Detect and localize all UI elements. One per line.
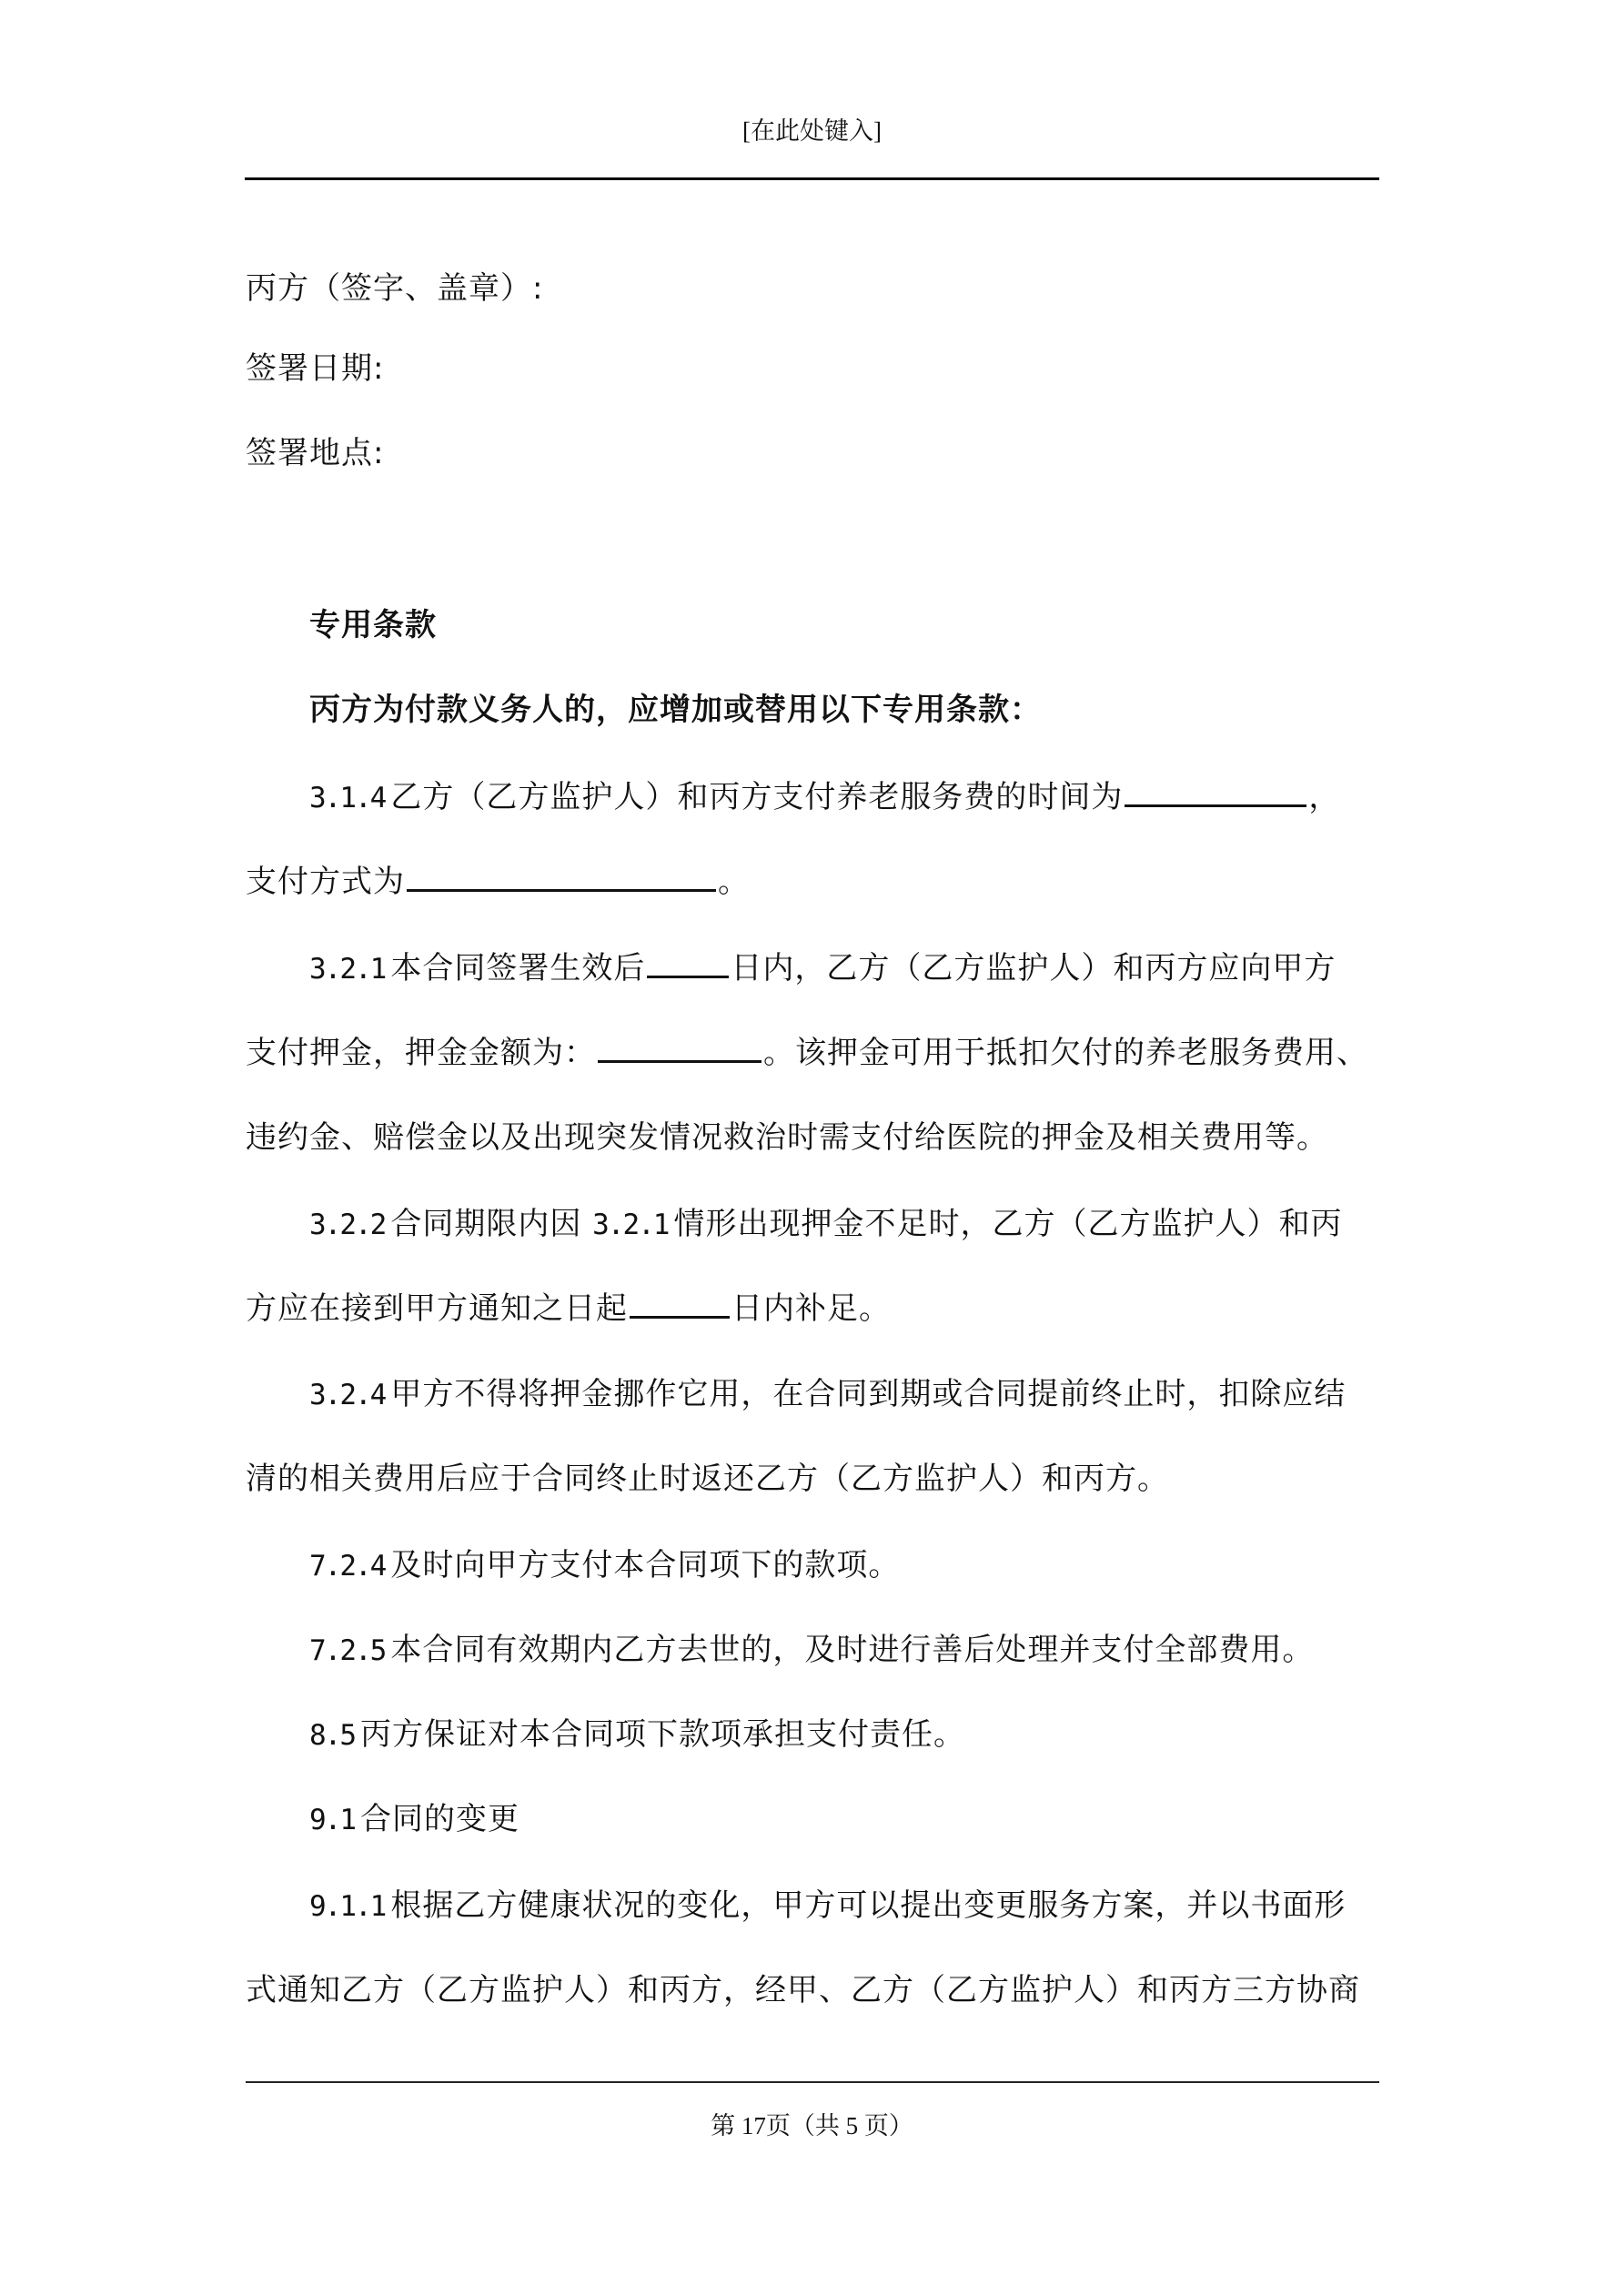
deposit-days-blank[interactable]: [647, 948, 729, 978]
clause-text: 乙方（乙方监护人）和丙方支付养老服务费的时间为: [390, 779, 1124, 815]
special-terms-title: 专用条款: [309, 607, 437, 643]
sign-place-label: 签署地点:: [246, 435, 385, 471]
special-terms-intro: 丙方为付款义务人的，应增加或替用以下专用条款：: [309, 692, 1042, 728]
clause-text: 。: [718, 864, 750, 900]
clause-7-2-4: [309, 1543, 900, 1588]
clause-number: 8.5: [309, 1719, 355, 1752]
clause-number: 7.2.4: [309, 1550, 386, 1583]
clause-3-1-4-line2: [246, 860, 750, 904]
clause-number: 3.2.2: [309, 1209, 386, 1241]
clause-3-2-4-line1: [309, 1372, 1346, 1417]
clause-9-1-1-line1: [309, 1884, 1346, 1928]
clause-8-5: [309, 1713, 965, 1757]
footer-divider: [246, 2081, 1379, 2083]
clause-text: 根据乙方健康状况的变化，甲方可以提出变更服务方案，并以书面形: [390, 1887, 1347, 1924]
clause-text: 本合同有效期内乙方去世的，及时进行善后处理并支付全部费用。: [390, 1632, 1315, 1668]
clause-9-1: [309, 1797, 519, 1842]
clause-3-1-4-line1: [309, 775, 1340, 820]
clause-reference: 3.2.1: [592, 1209, 669, 1241]
clause-text: 支付方式为: [246, 864, 405, 900]
clause-3-2-1-line1: [309, 946, 1336, 991]
payment-time-blank[interactable]: [1125, 777, 1306, 807]
deposit-amount-blank[interactable]: [598, 1033, 762, 1063]
clause-number: 7.2.5: [309, 1634, 386, 1667]
clause-text: 日内补足。: [731, 1290, 891, 1327]
replenish-days-blank[interactable]: [630, 1289, 730, 1319]
clause-text: 支付押金，押金金额为：: [246, 1035, 596, 1071]
clause-text: 合同的变更: [360, 1801, 519, 1837]
clause-3-2-2-line1: [309, 1202, 1342, 1247]
sign-date-label: 签署日期:: [246, 350, 385, 387]
clause-number: 3.1.4: [309, 782, 386, 814]
clause-3-2-4-line2: 清的相关费用后应于合同终止时返还乙方（乙方监护人）和丙方。: [246, 1461, 1169, 1497]
clause-9-1-1-line2: 式通知乙方（乙方监护人）和丙方，经甲、乙方（乙方监护人）和丙方三方协商: [246, 1972, 1360, 2008]
clause-text: 方应在接到甲方通知之日起: [246, 1290, 628, 1327]
clause-text: 本合同签署生效后: [390, 950, 646, 986]
clause-7-2-5: [309, 1628, 1314, 1673]
clause-number: 3.2.1: [309, 953, 386, 986]
clause-text: 合同期限内因: [390, 1206, 582, 1242]
clause-number: 9.1.1: [309, 1890, 386, 1923]
clause-3-2-1-line3: 违约金、赔偿金以及出现突发情况救治时需支付给医院的押金及相关费用等。: [246, 1119, 1328, 1156]
clause-text: 甲方不得将押金挪作它用，在合同到期或合同提前终止时，扣除应结: [390, 1376, 1347, 1412]
clause-number: 9.1: [309, 1804, 355, 1836]
clause-text: 情形出现押金不足时，乙方（乙方监护人）和丙: [673, 1206, 1343, 1242]
clause-text: 丙方保证对本合同项下款项承担支付责任。: [360, 1716, 965, 1753]
page-number: 第 17页（共 5 页）: [711, 2112, 913, 2139]
clause-text: ，: [1308, 779, 1341, 815]
clause-number: 3.2.4: [309, 1379, 386, 1411]
payment-method-blank[interactable]: [407, 862, 716, 892]
header-divider: [245, 177, 1379, 180]
clause-text: 。该押金可用于抵扣欠付的养老服务费用、: [763, 1035, 1368, 1071]
clause-text: 日内，乙方（乙方监护人）和丙方应向甲方: [731, 950, 1337, 986]
party-c-signature-label: 丙方（签字、盖章）:: [246, 270, 544, 307]
page-header: [在此处键入]: [742, 117, 882, 145]
clause-text: 及时向甲方支付本合同项下的款项。: [390, 1547, 901, 1583]
clause-3-2-2-line2: [246, 1287, 891, 1330]
clause-3-2-1-line2: [246, 1031, 1368, 1075]
